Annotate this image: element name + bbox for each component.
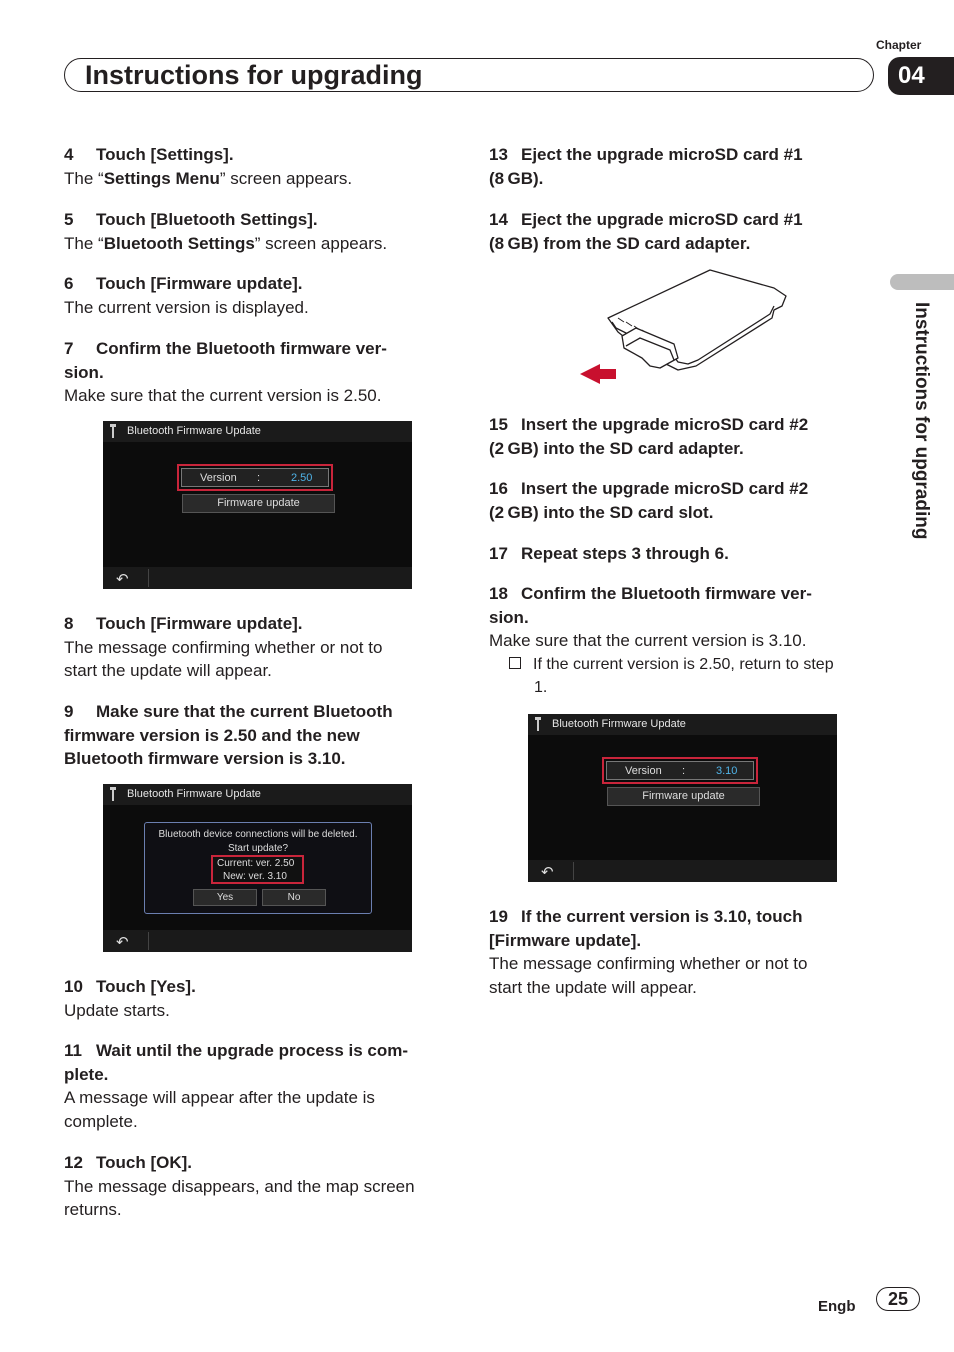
step-15: [489, 413, 869, 460]
step-title: Touch [Firmware update].: [96, 614, 303, 633]
step-title: Touch [Firmware update].: [96, 274, 303, 293]
step-title: Confirm the Bluetooth firmware ver-: [96, 339, 387, 358]
step-title-cont: sion.: [489, 607, 529, 627]
step-title-cont: firmware version is 2.50 and the new: [64, 725, 360, 745]
step-title-cont: (8 GB).: [489, 168, 544, 188]
step-title-cont: (2 GB) into the SD card adapter.: [489, 438, 744, 458]
step-16: [489, 477, 869, 524]
tool-icon: [535, 717, 541, 731]
body-text: ” screen appears.: [254, 233, 388, 253]
version-row: [602, 757, 758, 784]
step-number: 17: [489, 544, 508, 563]
body-text: Make sure that the current version is 3.10.: [489, 631, 807, 650]
arrow-left-icon: [580, 364, 616, 384]
current-version: Current: ver. 2.50: [217, 858, 295, 869]
step-number: 6: [64, 274, 74, 293]
step-title-cont: plete.: [64, 1064, 109, 1084]
body-text: start the update will appear.: [64, 661, 272, 680]
side-tab-marker: [890, 274, 954, 290]
screen-title-bar: [103, 784, 412, 805]
body-text: A message will appear after the update is: [64, 1088, 375, 1107]
step-title-cont: (8 GB) from the SD card adapter.: [489, 233, 751, 253]
confirm-dialog: [144, 822, 372, 914]
screen-footer: [528, 860, 837, 882]
step-title: Insert the upgrade microSD card #2: [521, 415, 809, 434]
sd-card-adapter-illustration: [578, 266, 790, 390]
yes-button[interactable]: Yes: [193, 889, 257, 906]
version-colon: :: [682, 765, 686, 777]
step-title: Insert the upgrade microSD card #2: [521, 479, 809, 498]
version-compare-box: [211, 855, 304, 884]
step-number: 15: [489, 415, 508, 434]
step-title: Eject the upgrade microSD card #1: [521, 210, 803, 229]
step-title: Touch [OK].: [96, 1153, 192, 1172]
body-text: complete.: [64, 1111, 138, 1131]
screen-name: Settings Menu: [103, 168, 220, 188]
chapter-number: 04: [888, 57, 954, 95]
back-arrow-icon[interactable]: ↶: [541, 864, 554, 881]
step-10: [64, 975, 454, 1022]
body-text: returns.: [64, 1200, 122, 1219]
body-text: The “: [64, 168, 104, 188]
step-13: [489, 143, 869, 190]
firmware-update-button[interactable]: Firmware update: [182, 494, 335, 513]
device-screen-version-250: [103, 421, 412, 589]
step-number: 13: [489, 145, 508, 164]
step-title: Touch [Yes].: [96, 977, 196, 996]
step-title-cont: Bluetooth firmware version is 3.10.: [64, 749, 346, 768]
step-title: If the current version is 3.10, touch: [521, 907, 803, 926]
back-arrow-icon[interactable]: ↶: [116, 571, 129, 588]
screen-title: Bluetooth Firmware Update: [127, 425, 261, 437]
sd-card-adapter: [608, 270, 786, 370]
step-7: [64, 337, 454, 408]
screen-title: Bluetooth Firmware Update: [127, 788, 261, 800]
screen-title: Bluetooth Firmware Update: [552, 718, 686, 730]
step-title-cont: [Firmware update].: [489, 930, 642, 950]
step-title: Make sure that the current Bluetooth: [96, 702, 393, 721]
body-text: ” screen appears.: [219, 168, 353, 188]
step-9: [64, 700, 454, 771]
step-title-cont: sion.: [64, 362, 104, 382]
back-arrow-icon[interactable]: ↶: [116, 934, 129, 951]
step-12: [64, 1151, 454, 1222]
step-6: [64, 272, 454, 319]
step-18: [489, 582, 869, 700]
step-number: 4: [64, 145, 74, 164]
step-11: [64, 1039, 454, 1133]
version-label: Version: [200, 472, 237, 484]
page-number: 25: [876, 1287, 920, 1311]
step-number: 11: [64, 1041, 82, 1060]
side-tab-label: Instructions for upgrading: [911, 302, 932, 540]
chapter-label: Chapter: [876, 38, 922, 52]
page-title: Instructions for upgrading: [85, 60, 423, 90]
step-4: [64, 143, 454, 190]
step-number: 18: [489, 584, 508, 603]
tool-icon: [110, 787, 116, 801]
body-text: Update starts.: [64, 1000, 170, 1020]
step-5: [64, 208, 454, 255]
version-row: [177, 464, 333, 491]
language-code: Engb: [818, 1298, 856, 1315]
step-number: 16: [489, 479, 508, 498]
screen-title-bar: [103, 421, 412, 442]
step-number: 19: [489, 907, 508, 926]
screen-name: Bluetooth Settings: [103, 233, 255, 253]
note-text: If the current version is 2.50, return to step: [533, 655, 834, 673]
step-number: 14: [489, 210, 508, 229]
screen-title-bar: [528, 714, 837, 735]
step-title: Repeat steps 3 through 6.: [521, 544, 729, 563]
device-screen-version-310: [528, 714, 837, 882]
step-number: 5: [64, 210, 74, 229]
step-number: 12: [64, 1153, 83, 1172]
step-title: Eject the upgrade microSD card #1: [521, 145, 803, 164]
step-title: Wait until the upgrade process is com-: [96, 1041, 409, 1060]
dialog-message: Bluetooth device connections will be deleted.: [158, 829, 358, 840]
footer-divider: [148, 932, 149, 950]
new-version: New: ver. 3.10: [223, 871, 287, 882]
version-value: 2.50: [291, 472, 313, 484]
screen-footer: [103, 930, 412, 952]
body-text: The message disappears, and the map screen: [64, 1176, 415, 1196]
title-bar: [64, 58, 874, 92]
device-screen-confirm-dialog: [103, 784, 412, 952]
step-title: Touch [Settings].: [96, 145, 234, 164]
step-14: [489, 208, 869, 255]
step-8: [64, 612, 454, 683]
step-title: Touch [Bluetooth Settings].: [96, 210, 318, 229]
version-value: 3.10: [716, 765, 738, 777]
note-text-cont: 1.: [534, 679, 548, 696]
note: [489, 653, 869, 677]
step-number: 7: [64, 339, 74, 358]
body-text: The “: [64, 233, 104, 253]
version-colon: :: [257, 472, 261, 484]
tool-icon: [110, 424, 116, 438]
step-number: 10: [64, 977, 83, 996]
step-number: 9: [64, 702, 74, 721]
body-text: The message confirming whether or not to: [489, 954, 808, 973]
body-text: start the update will appear.: [489, 977, 697, 997]
checkbox-icon: [509, 657, 521, 669]
step-title: Confirm the Bluetooth firmware ver-: [521, 584, 812, 603]
footer-divider: [573, 862, 574, 880]
body-text: The message confirming whether or not to: [64, 637, 383, 657]
step-number: 8: [64, 614, 74, 633]
no-button[interactable]: No: [262, 889, 326, 906]
firmware-update-button[interactable]: Firmware update: [607, 787, 760, 806]
step-19: [489, 905, 869, 999]
step-title-cont: (2 GB) into the SD card slot.: [489, 502, 714, 522]
version-label: Version: [625, 765, 662, 777]
footer-divider: [148, 569, 149, 587]
body-text: The current version is displayed.: [64, 297, 309, 317]
step-17: [489, 542, 869, 566]
dialog-question: Start update?: [227, 843, 289, 854]
body-text: Make sure that the current version is 2.50.: [64, 386, 382, 405]
screen-footer: [103, 567, 412, 589]
